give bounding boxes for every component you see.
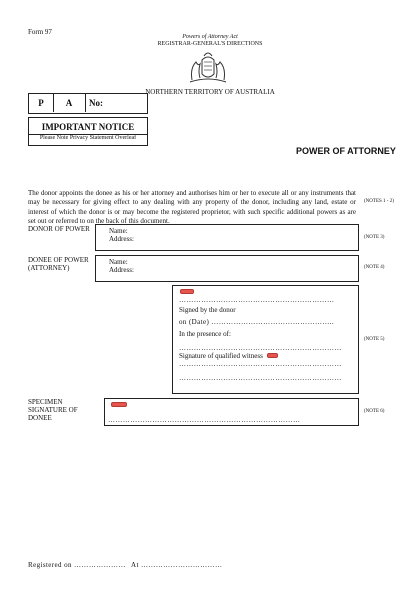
specimen-label-line2: SIGNATURE OF [28, 406, 78, 414]
donee-address-label: Address: [109, 266, 134, 274]
specimen-signature-box[interactable] [104, 398, 359, 426]
signed-by-label: Signed by the donor [179, 306, 236, 314]
flag-marker-icon [267, 353, 278, 358]
witness-label: Signature of qualified witness [179, 352, 263, 360]
pa-a-cell: A [53, 94, 86, 112]
document-title: POWER OF ATTORNEY [296, 146, 396, 156]
donor-signature-line: ……………………………………………………… [179, 296, 335, 304]
registered-at-field: At …………………………… [131, 561, 223, 569]
notice-title: IMPORTANT NOTICE [29, 120, 147, 135]
witness-line: ………………………………………………………… [179, 344, 342, 352]
donor-label: DONOR OF POWER [28, 225, 90, 233]
important-notice-box [28, 117, 148, 146]
notice-subtitle: Please Note Privacy Statement Overleaf [39, 135, 137, 141]
donee-details-box[interactable] [95, 255, 359, 282]
notes-1-2-label: (NOTES 1 - 2) [364, 199, 394, 204]
donor-address-label: Address: [109, 235, 134, 243]
presence-label: In the presence of: [179, 330, 231, 338]
note-4-label: (NOTE 4) [364, 265, 385, 270]
witness-detail-line-2: ………………………………………………………… [179, 374, 342, 382]
pa-p-cell: P [29, 94, 54, 112]
donee-label-line1: DONEE OF POWER [28, 256, 89, 264]
donor-signature-box[interactable] [172, 285, 359, 394]
specimen-label-line1: SPECIMEN [28, 398, 63, 406]
pa-number-label: No: [89, 98, 103, 108]
donee-label-line2: (ATTORNEY) [28, 264, 70, 272]
donee-name-label: Name: [109, 258, 128, 266]
flag-marker-icon [111, 402, 127, 407]
donor-details-box[interactable] [95, 224, 359, 251]
donor-name-label: Name: [109, 227, 128, 235]
body-text: The donor appoints the donee as his or her attorney and authorises him or her to execute all or any instruments that may be necessary for giving effect to any dealing with any property of the donor, including any land, estate or interest of which the donor is or may become the registered proprietor, with such specific additional powers as are set out or referred to on the back of this document. [28, 189, 356, 226]
specimen-signature-line: …………………………………………………………………… [108, 416, 301, 424]
coat-of-arms-emblem [186, 50, 230, 86]
specimen-label-line3: DONEE [28, 414, 52, 422]
directions-heading: REGISTRAR-GENERAL'S DIRECTIONS [157, 41, 263, 47]
note-5-label: (NOTE 5) [364, 337, 385, 342]
witness-detail-line-1: ………………………………………………………… [179, 360, 342, 368]
registered-on-field: Registered on ………………… [28, 561, 126, 569]
flag-marker-icon [180, 289, 194, 294]
act-title: Powers of Attorney Act [182, 34, 238, 40]
note-6-label: (NOTE 6) [364, 409, 385, 414]
date-line: on (Date) ………………………………………….. [179, 318, 335, 326]
pa-number-box [28, 93, 148, 114]
note-3-label: (NOTE 3) [364, 235, 385, 240]
territory-heading: NORTHERN TERRITORY OF AUSTRALIA [145, 88, 275, 96]
form-number: Form 97 [28, 28, 52, 36]
